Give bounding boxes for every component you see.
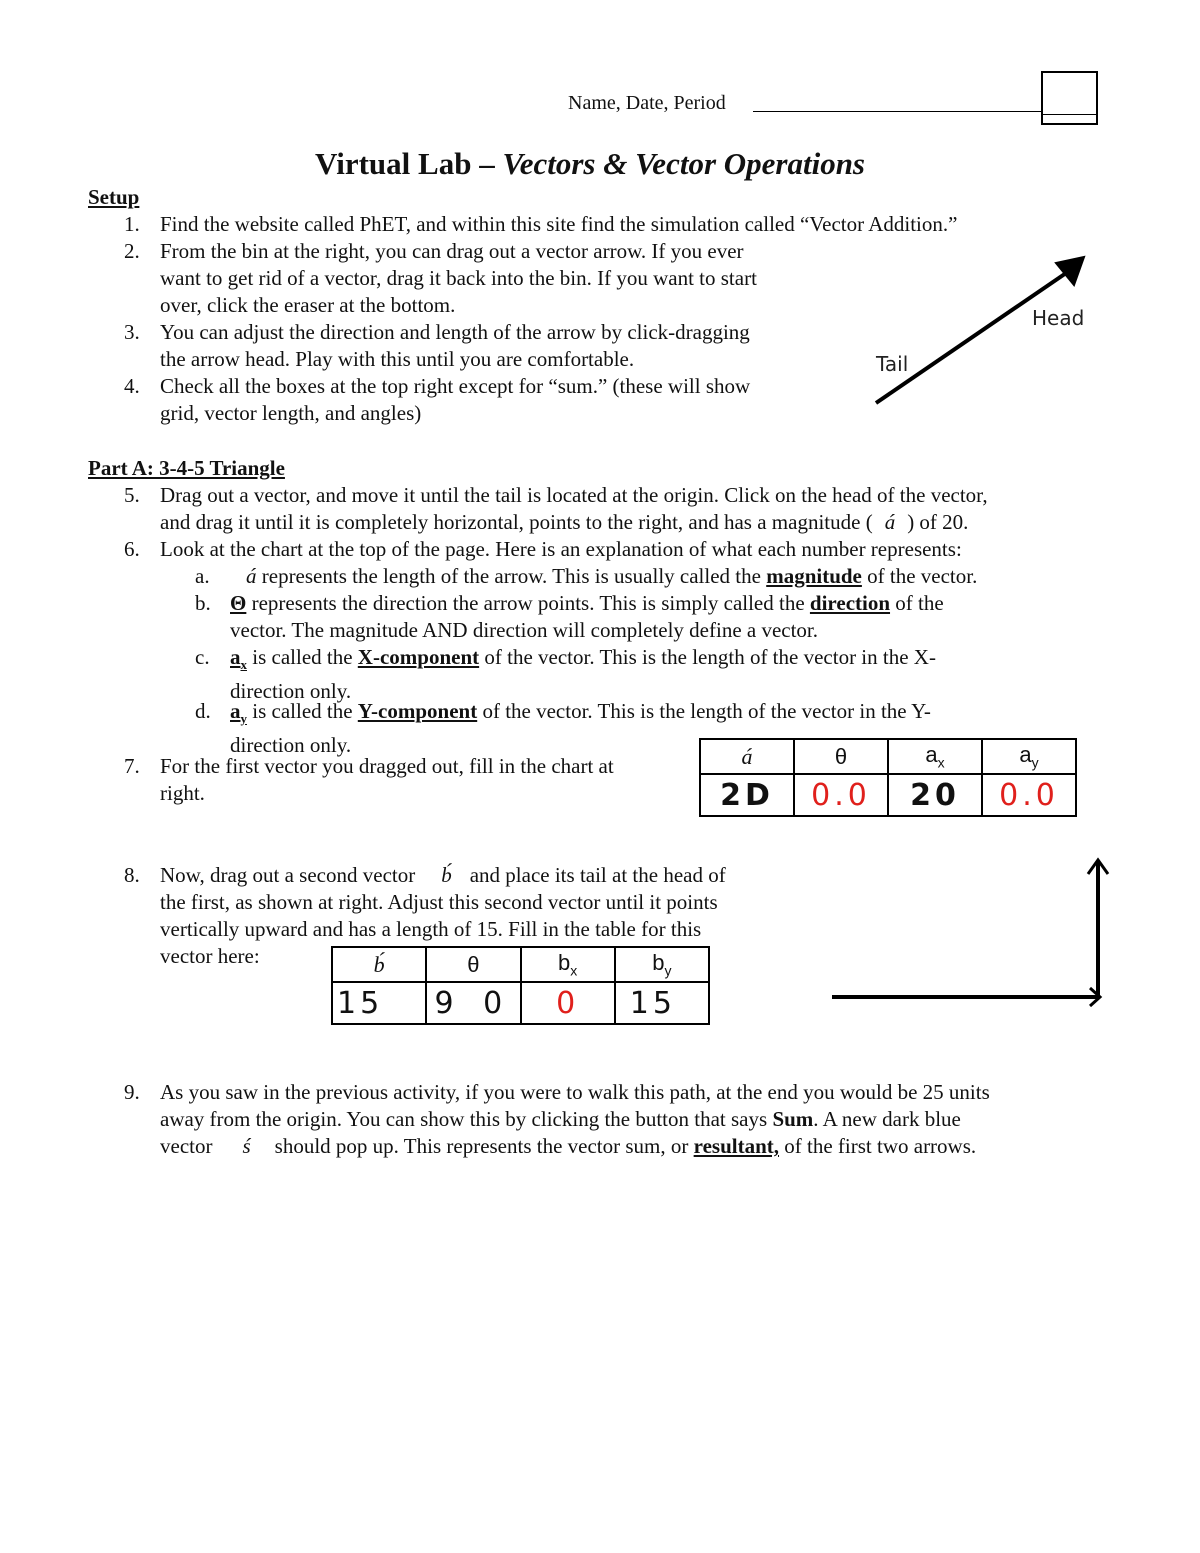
item-number: 7. <box>124 754 140 778</box>
part-a-item-9: As you saw in the previous activity, if you were to walk this path, at the end you would be 25 units away from the origin. You can show this by clicking the button that says Sum. A new dark blue vector ś should pop up. This represents the vector sum, or resultant, of the first two arrows. <box>160 1080 990 1158</box>
item-6a: á represents the length of the arrow. This is usually called the magnitude of the vector. <box>246 564 978 588</box>
setup-heading: Setup <box>88 185 140 209</box>
item-number: 1. <box>124 212 140 236</box>
vector-addition-diagram <box>826 852 1116 1012</box>
vector-a-chart <box>699 738 1077 817</box>
value-theta-a[interactable]: 0.0 <box>794 774 888 816</box>
part-a-item-6: Look at the chart at the top of the page. Here is an explanation of what each number represents: <box>160 537 962 561</box>
value-magnitude-a[interactable]: 2D <box>700 774 794 816</box>
setup-item-4: Check all the boxes at the top right except for “sum.” (these will show grid, vector length, and angles) <box>160 374 751 425</box>
value-by[interactable]: 15 <box>615 982 709 1024</box>
arrowhead-icon <box>1056 257 1084 285</box>
head-label: Head <box>1032 306 1085 330</box>
item-number: 8. <box>124 863 140 887</box>
item-6c: $a_x$ is called the X-component of the vector. This is the length of the vector in the X- direction only. <box>230 645 936 704</box>
sub-letter: c. <box>195 645 210 669</box>
name-blank-line[interactable] <box>753 111 1041 112</box>
name-date-period-label: Name, Date, Period <box>568 92 726 114</box>
page-title: Virtual Lab – Vectors & Vector Operations <box>315 146 865 181</box>
vector-shaft <box>876 269 1072 403</box>
sub-letter: d. <box>195 699 211 723</box>
item-6b: Θ represents the direction the arrow points. This is simply called the direction of the vector. The magnitude AND direction will completely define a vector. <box>230 591 944 642</box>
vector-b-chart <box>331 946 710 1025</box>
item-6d: $a_y$ is called the Y-component of the vector. This is the length of the vector in the Y- direction only. <box>230 699 931 758</box>
setup-item-2: From the bin at the right, you can drag out a vector arrow. If you ever want to get rid of a vector, drag it back into the bin. If you want to start over, click the eraser at the bottom. <box>160 239 757 317</box>
value-ay[interactable]: 0.0 <box>982 774 1076 816</box>
item-number: 5. <box>124 483 140 507</box>
setup-item-3: You can adjust the direction and length of the arrow by click-dragging the arrow head. Play with this until you are comfortable. <box>160 320 750 371</box>
value-ax[interactable]: 20 <box>888 774 982 816</box>
header-by: $b_y$ <box>615 947 709 982</box>
item-number: 9. <box>124 1080 140 1104</box>
header-theta: θ <box>794 739 888 774</box>
header-ay: $a_y$ <box>982 739 1076 774</box>
part-a-heading: Part A: 3-4-5 Triangle <box>88 456 285 480</box>
value-theta-b[interactable]: 9 0 <box>426 982 520 1024</box>
item-number: 3. <box>124 320 140 344</box>
header-magnitude-a: á <box>700 739 794 774</box>
sub-letter: a. <box>195 564 210 588</box>
item-number: 2. <box>124 239 140 263</box>
item-number: 6. <box>124 537 140 561</box>
head-tail-arrow-diagram <box>860 245 1100 415</box>
item-number: 4. <box>124 374 140 398</box>
part-a-item-7: For the first vector you dragged out, fill in the chart at right. <box>160 754 614 805</box>
header-bx: $b_x$ <box>521 947 615 982</box>
score-box[interactable] <box>1041 71 1098 125</box>
sub-letter: b. <box>195 591 211 615</box>
header-theta: θ <box>426 947 520 982</box>
tail-label: Tail <box>876 352 909 376</box>
part-a-item-8: Now, drag out a second vector b́ and place its tail at the head of the first, as shown at right. Adjust this second vector until it points vertically upward and has a length of 15. Fill in the table for this vector here: <box>160 863 726 968</box>
value-magnitude-b[interactable]: 15 <box>332 982 426 1024</box>
part-a-item-5: Drag out a vector, and move it until the tail is located at the origin. Click on the head of the vector, and drag it until it is completely horizontal, points to the right, and has a magnitude ( á ) of 20. <box>160 483 988 534</box>
setup-item-1: Find the website called PhET, and within this site find the simulation called “Vector Addition.” <box>160 212 958 236</box>
value-bx[interactable]: 0 <box>521 982 615 1024</box>
header-ax: $a_x$ <box>888 739 982 774</box>
header-magnitude-b: b́ <box>332 947 426 982</box>
